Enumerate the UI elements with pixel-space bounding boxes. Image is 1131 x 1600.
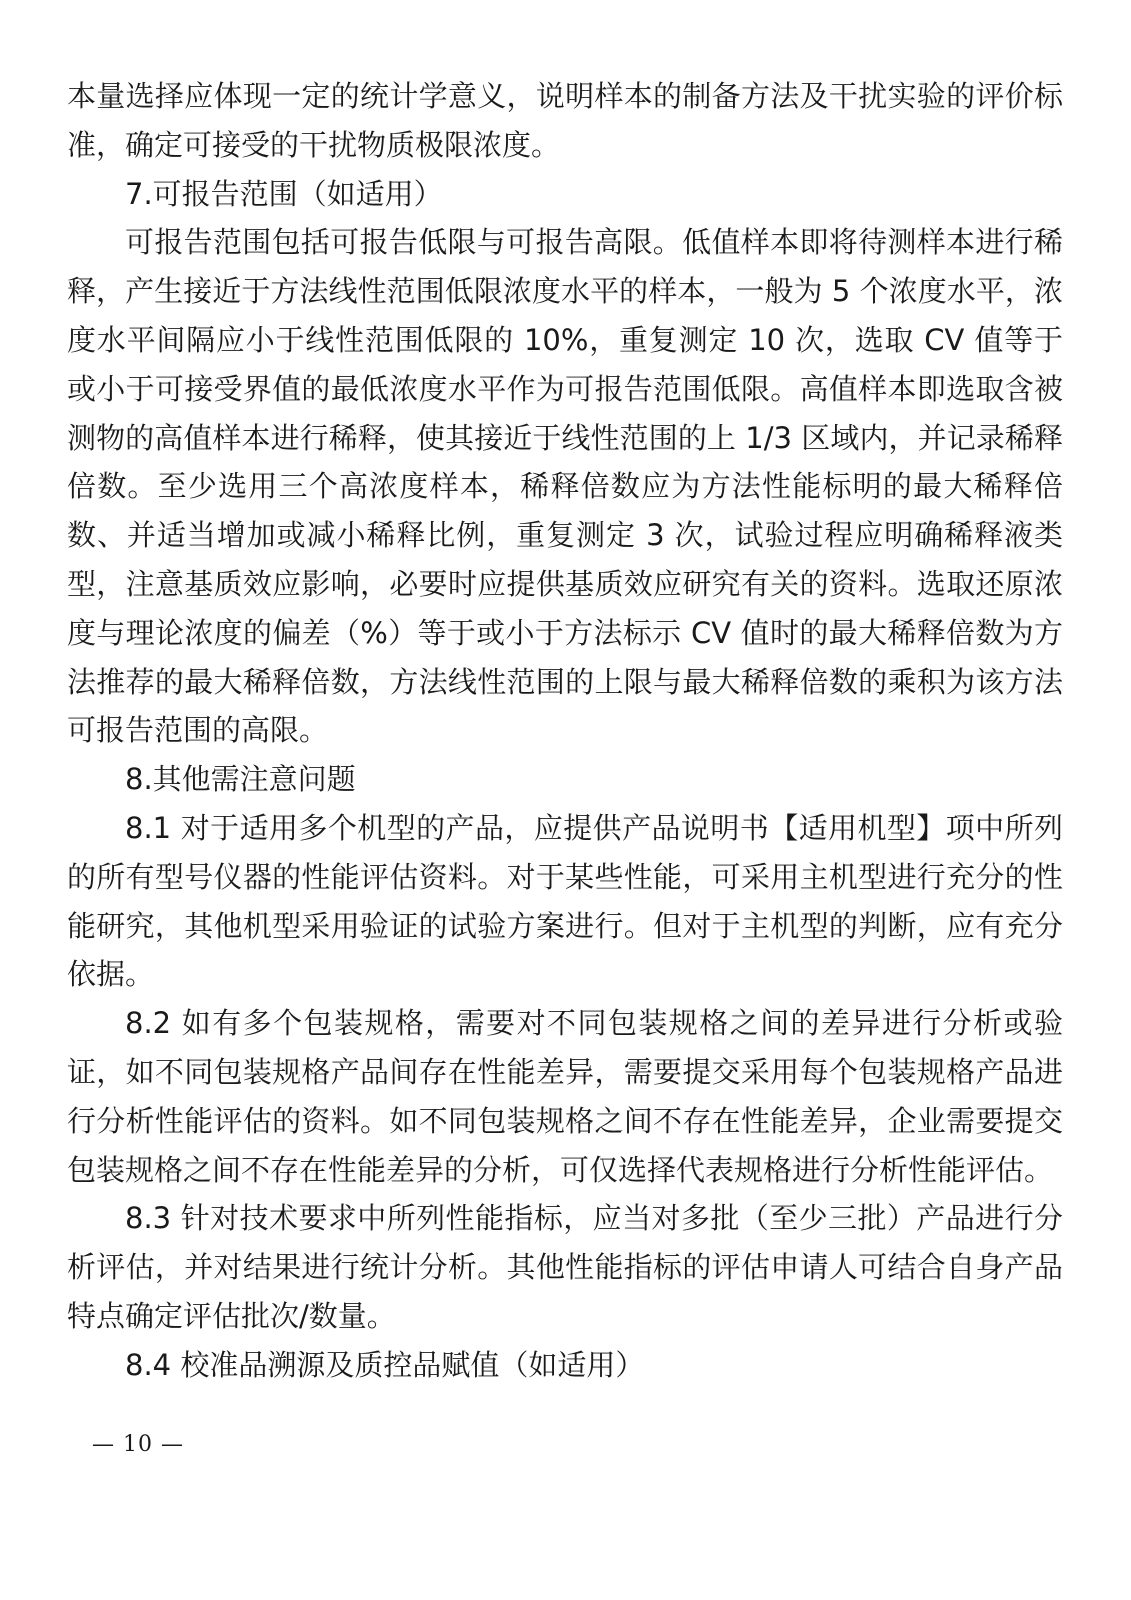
section-heading-8: 8.其他需注意问题 [125,762,356,797]
page-number: — 10 — [92,1432,184,1457]
paragraph-continuation: 本量选择应体现一定的统计学意义，说明样本的制备方法及干扰实验的评价标准，确定可接受的干扰物质极限浓度。 [67,79,1063,162]
paragraph-reportable-range: 可报告范围包括可报告低限与可报告高限。低值样本即将待测样本进行稀释，产生接近于方法线性范围低限浓度水平的样本，一般为 5 个浓度水平，浓度水平间隔应小于线性范围低限的 10%，重复测定 10 次，选取 CV 值等于或小于可接受界值的最低浓度水平作为可报告范围低限。高值样本即选取含被测物的高值样本进行稀释，使其接近于线性范围的上 1/3 区域内，并记录稀释倍数。至少选用三个高浓度样本，稀释倍数应为方法性能标明的最大稀释倍数、并适当增加或减小稀释比例，重复测定 3 次，试验过程应明确稀释液类型，注意基质效应影响，必要时应提供基质效应研究有关的资料。选取还原浓度与理论浓度的偏差（%）等于或小于方法标示 CV 值时的最大稀释倍数为方法推荐的最大稀释倍数，方法线性范围的上限与最大稀释倍数的乘积为该方法可报告范围的高限。 [67,225,1063,748]
section-heading-7: 7.可报告范围（如适用） [125,176,443,211]
document-body [67,72,1063,1390]
paragraph-8-2: 8.2 如有多个包装规格，需要对不同包装规格之间的差异进行分析或验证，如不同包装规格产品间存在性能差异，需要提交采用每个包装规格产品进行分析性能评估的资料。如不同包装规格之间不存在性能差异，企业需要提交包装规格之间不存在性能差异的分析，可仅选择代表规格进行分析性能评估。 [67,1006,1063,1187]
paragraph-8-3: 8.3 针对技术要求中所列性能指标，应当对多批（至少三批）产品进行分析评估，并对结果进行统计分析。其他性能指标的评估申请人可结合自身产品特点确定评估批次/数量。 [67,1201,1063,1333]
paragraph-8-1: 8.1 对于适用多个机型的产品，应提供产品说明书【适用机型】项中所列的所有型号仪器的性能评估资料。对于某些性能，可采用主机型进行充分的性能研究，其他机型采用验证的试验方案进行。但对于主机型的判断，应有充分依据。 [67,810,1063,992]
paragraph-8-4: 8.4 校准品溯源及质控品赋值（如适用） [125,1347,645,1382]
